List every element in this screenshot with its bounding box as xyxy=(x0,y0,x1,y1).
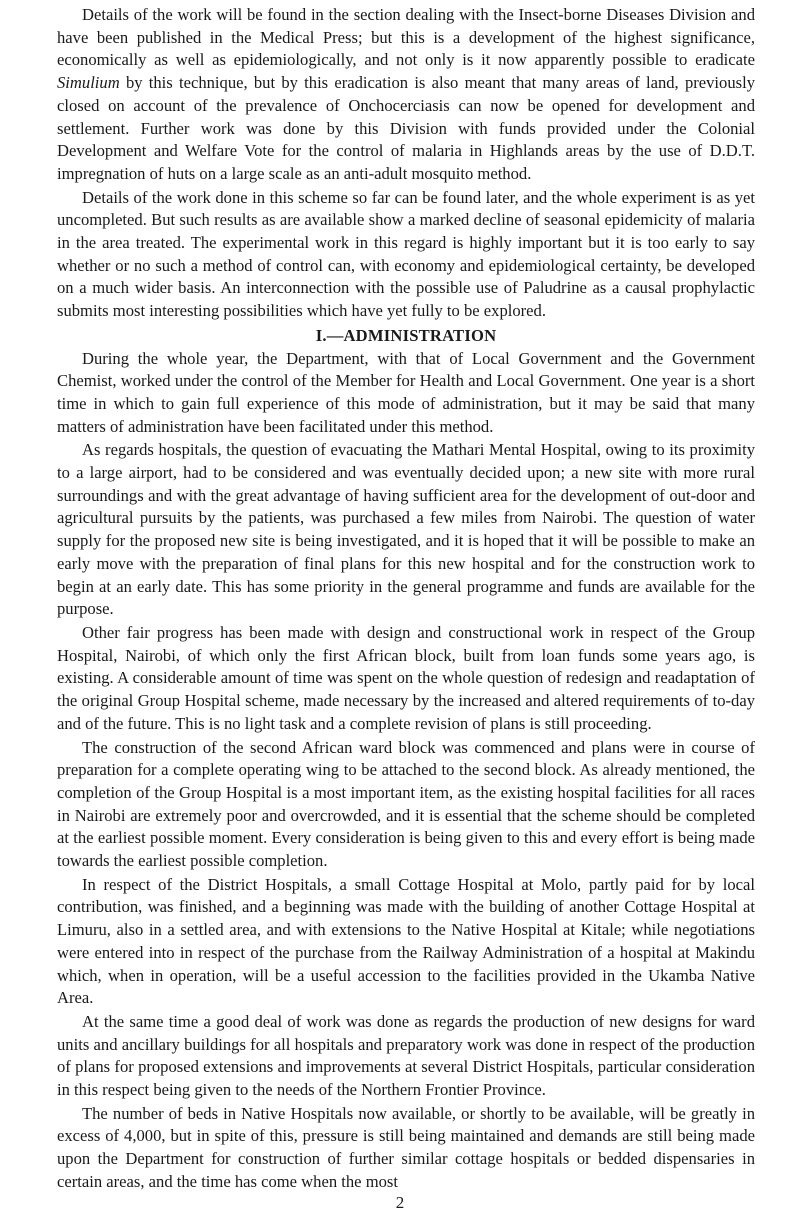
paragraph-simulium-eradication xyxy=(57,4,755,186)
document-page xyxy=(57,4,755,1195)
paragraph-malaria-scheme: Details of the work done in this scheme so far can be found later, and the whole experiment is as yet uncompleted. But such results as are available show a marked decline of seasonal epidemicity of malaria in the area treated. The experimental work in this regard is highly important but it is too early to say whether or no such a method of control can, with economy and epidemiological certainty, be developed on a much wider basis. An interconnection with the possible use of Paludrine as a causal prophylactic submits most interesting possibilities which have yet fully to be explored. xyxy=(57,187,755,321)
paragraph-african-ward-block: The construction of the second African ward block was commenced and plans were in course of preparation for a complete operating wing to be attached to the second block. As already mentioned, the completion of the Group Hospital is a most important item, as the existing hospital facilities for all races in Nairobi are extremely poor and overcrowded, and it is essential that the scheme should be completed at the earliest possible moment. Every consideration is being given to this and every effort is being made towards the earliest possible completion. xyxy=(57,737,755,871)
paragraph-native-hospital-beds: The number of beds in Native Hospitals now available, or shortly to be available, will be greatly in excess of 4,000, but in spite of this, pressure is still being maintained and demands are still being made upon the Department for construction of further similar cottage hospitals or bedded dispensaries in certain areas, and the time has come when the most xyxy=(57,1103,755,1191)
paragraph-text: Details of the work will be found in the section dealing with the Insect-borne Diseases Division and have been published in the Medical Press; but this is a development of the highest significance, economically as well as epidemiologically, and not only is it now apparently possible to eradicate xyxy=(57,5,755,70)
page-number: 2 xyxy=(395,1193,405,1212)
paragraph-district-hospitals: In respect of the District Hospitals, a small Cottage Hospital at Molo, partly paid for by local contribution, was finished, and a beginning was made with the building of another Cottage Hospital at Limuru, also in a settled area, and with extensions to the Native Hospital at Kitale; while negotiations were entered into in respect of the purchase from the Railway Administration of a hospital at Makindu which, when in operation, will be a useful accession to the facilities provided in the Ukamba Native Area. xyxy=(57,874,755,1008)
paragraph-department-control: During the whole year, the Department, with that of Local Government and the Government Chemist, worked under the control of the Member for Health and Local Government. One year is a short time in which to gain full experience of this mode of administration, but it may be said that many matters of administration have been facilitated under this method. xyxy=(57,348,755,436)
paragraph-text: by this technique, but by this eradication is also meant that many areas of land, previously closed on account of the prevalence of Onchocerciasis can now be opened for development and settlement. Further work was done by this Division with funds provided under the Colonial Development and Welfare Vote for the control of malaria in Highlands areas by the use of D.D.T. impregnation of huts on a large scale as an anti-adult mosquito method. xyxy=(57,73,755,183)
paragraph-group-hospital: Other fair progress has been made with design and constructional work in respect of the Group Hospital, Nairobi, of which only the first African block, built from loan funds some years ago, is existing. A considerable amount of time was spent on the whole question of redesign and readaptation of the original Group Hospital scheme, made necessary by the increased and altered requirements of to-day and of the future. This is no light task and a complete revision of plans is still proceeding. xyxy=(57,622,755,733)
section-heading-administration: I.—ADMINISTRATION xyxy=(315,325,497,345)
paragraph-ward-designs: At the same time a good deal of work was done as regards the production of new designs for ward units and ancillary buildings for all hospitals and preparatory work was done in respect of the production of plans for proposed extensions and improvements at several District Hospitals, particular consideration in this respect being given to the needs of the Northern Frontier Province. xyxy=(57,1011,755,1100)
species-name-italic: Simulium xyxy=(57,73,120,93)
paragraph-mathari-hospital: As regards hospitals, the question of evacuating the Mathari Mental Hospital, owing to its proximity to a large airport, had to be considered and was eventually decided upon; a new site with more rural surroundings and with the great advantage of having sufficient area for the development of out-door and agricultural pursuits by the patients, was purchased a few miles from Nairobi. The question of water supply for the proposed new site is being investigated, and it is hoped that it will be possible to make an early move with the preparation of final plans for this new hospital and for the construction work to begin at an early date. This has some priority in the general programme and funds are available for the purpose. xyxy=(57,440,755,619)
